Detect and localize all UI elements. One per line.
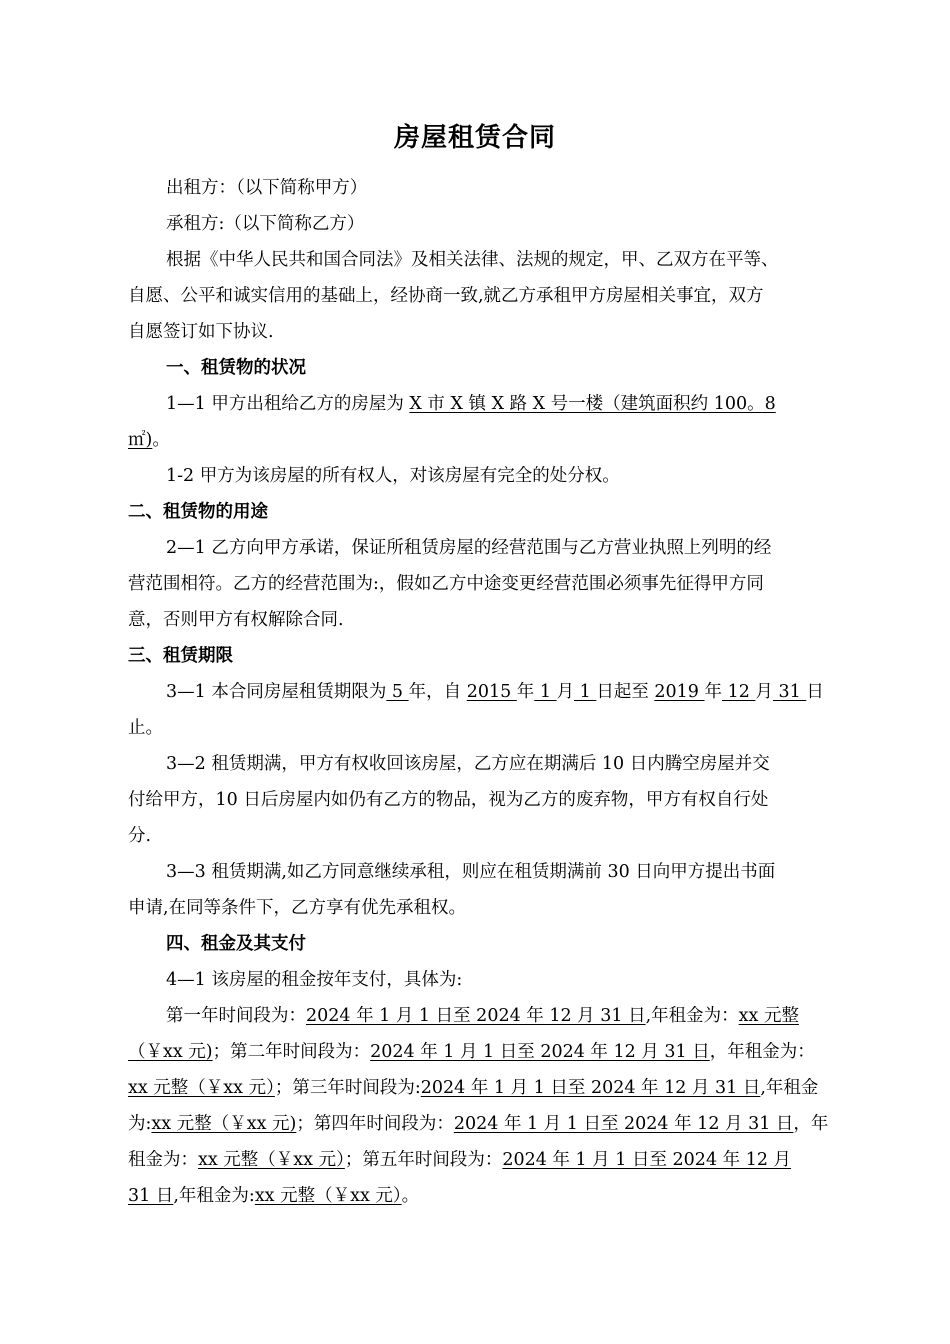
section-heading: 二、租赁物的用途 (128, 502, 268, 522)
start-month: 1 (534, 682, 557, 702)
clause-4-1: 4—1 该房屋的租金按年支付，具体为: (166, 970, 463, 990)
rent-amount-1: （￥xx 元) (128, 1042, 213, 1062)
clause-text: 年，自 (408, 682, 467, 702)
clause-3-3: 3—3 租赁期满,如乙方同意继续承租，则应在租赁期满前 30 日向甲方提出书面 (166, 862, 776, 882)
clause-text: ,年租金为: (173, 1186, 255, 1206)
clause-text: ；第四年时间段为： (296, 1114, 454, 1134)
clause-text: 3—1 本合同房屋租赁期限为 (166, 682, 387, 702)
clause-text: 1—1 甲方出租给乙方的房屋为 (166, 394, 410, 414)
rent-schedule-line (128, 1106, 828, 1142)
lease-years: 5 (386, 682, 409, 702)
clause-text: 租金为： (128, 1150, 198, 1170)
rent-amount-2: xx 元整（￥xx 元） (128, 1078, 275, 1098)
period-5: 2024 年 1 月 1 日至 2024 年 12 月 (502, 1150, 792, 1170)
rent-schedule-line (128, 1142, 791, 1178)
preamble-line: 自愿签订如下协议. (128, 322, 274, 342)
clause-text: 年 (704, 682, 723, 702)
lessee-line: 承租方:（以下简称乙方） (166, 214, 365, 234)
area-unit: ㎡) (128, 430, 153, 450)
clause-3-1-cont: 止。 (128, 718, 163, 738)
clause-1-2: 1-2 甲方为该房屋的所有权人，对该房屋有完全的处分权。 (166, 466, 620, 486)
clause-text: ；第二年时间段为： (212, 1042, 371, 1062)
clause-text: ，年 (793, 1114, 829, 1134)
contract-title: 房屋租赁合同 (393, 123, 556, 153)
clause-2-1-cont: 意，否则甲方有权解除合同. (128, 610, 344, 630)
rent-schedule-line (128, 1070, 818, 1106)
section-heading: 四、租金及其支付 (166, 934, 306, 954)
clause-text: 第一年时间段为： (166, 1006, 306, 1026)
clause-text: ；第五年时间段为： (344, 1150, 503, 1170)
section-heading: 三、租赁期限 (128, 646, 233, 666)
clause-text: ；第三年时间段为: (274, 1078, 421, 1098)
clause-text: ,年租金为： (645, 1006, 739, 1026)
period-2: 2024 年 1 月 1 日至 2024 年 12 月 31 日 (370, 1042, 710, 1062)
clause-2-1-cont: 营范围相符。乙方的经营范围为:，假如乙方中途变更经营范围必须事先征得甲方同 (128, 574, 764, 594)
rent-amount-1: xx 元整 (738, 1006, 799, 1026)
clause-1-1 (166, 386, 776, 422)
clause-text: ，年租金为： (709, 1042, 815, 1062)
period-4: 2024 年 1 月 1 日至 2024 年 12 月 31 日 (453, 1114, 794, 1134)
clause-3-2-cont: 分. (128, 826, 152, 846)
clause-3-2: 3—2 租赁期满，甲方有权收回该房屋，乙方应在期满后 10 日内腾空房屋并交 (166, 754, 770, 774)
rent-schedule-line (128, 1034, 815, 1070)
clause-text: 月 (755, 682, 773, 702)
clause-text: ,年租金 (760, 1078, 819, 1098)
clause-3-2-cont: 付给甲方，10 日后房屋内如仍有乙方的物品，视为乙方的废弃物，甲方有权自行处 (128, 790, 769, 810)
lessor-line: 出租方：（以下简称甲方） (166, 178, 368, 198)
end-month: 12 (722, 682, 756, 702)
preamble-line: 自愿、公平和诚实信用的基础上，经协商一致,就乙方承租甲方房屋相关事宜，双方 (128, 286, 764, 306)
clause-2-1: 2—1 乙方向甲方承诺，保证所租赁房屋的经营范围与乙方营业执照上列明的经 (166, 538, 772, 558)
clause-text: 。 (401, 1186, 420, 1206)
section-heading: 一、租赁物的状况 (166, 358, 306, 378)
clause-text: 月 (556, 682, 575, 702)
rent-schedule-line (128, 1178, 419, 1214)
clause-text: 年 (516, 682, 535, 702)
clause-text: 为: (128, 1114, 152, 1134)
clause-text: 。 (152, 430, 170, 450)
rent-amount-3: xx 元整（￥xx 元) (151, 1114, 297, 1134)
clause-1-1-cont (128, 422, 170, 458)
clause-text: 日起至 (596, 682, 655, 702)
clause-3-1 (166, 674, 824, 710)
rent-amount-5: xx 元整（￥xx 元） (254, 1186, 402, 1206)
end-year: 2019 (654, 682, 705, 702)
start-year: 2015 (466, 682, 517, 702)
start-day: 1 (574, 682, 597, 702)
preamble-line: 根据《中华人民共和国合同法》及相关法律、法规的规定，甲、乙双方在平等、 (166, 250, 779, 270)
clause-text: 日 (806, 682, 824, 702)
property-address: X 市 X 镇 X 路 X 号一楼（建筑面积约 100。8 (409, 394, 776, 414)
period-5: 31 日 (128, 1186, 174, 1206)
rent-amount-4: xx 元整（￥xx 元） (198, 1150, 345, 1170)
period-3: 2024 年 1 月 1 日至 2024 年 12 月 31 日 (420, 1078, 761, 1098)
end-day: 31 (772, 682, 807, 702)
period-1: 2024 年 1 月 1 日至 2024 年 12 月 31 日 (306, 1006, 646, 1026)
rent-schedule-line (166, 998, 799, 1034)
clause-3-3-cont: 申请,在同等条件下，乙方享有优先承租权。 (128, 898, 467, 918)
